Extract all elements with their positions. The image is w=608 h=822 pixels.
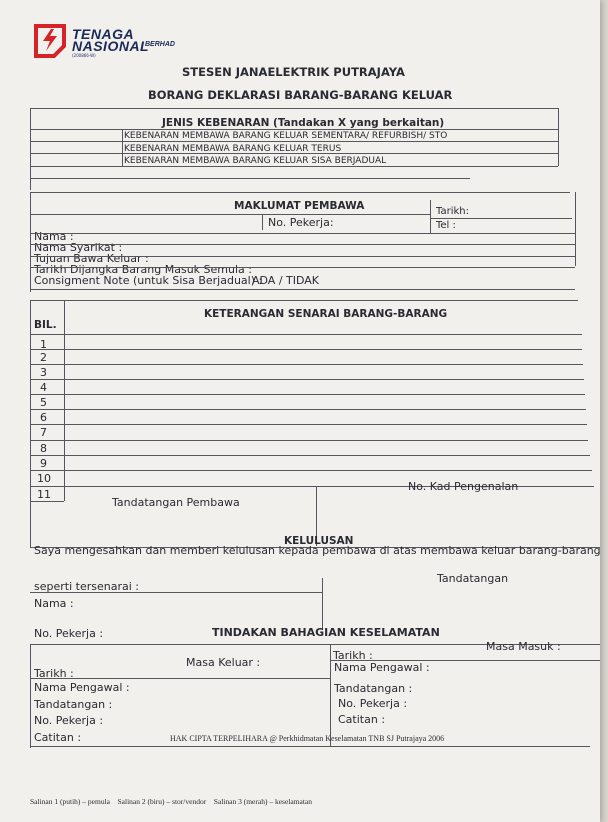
carrier-consignment-label: Consigment Note (untuk Sisa Berjadual) : (34, 274, 263, 287)
approval-staff-no-label: No. Pekerja : (34, 627, 104, 640)
carrier-staff-no-label: No. Pekerja: (268, 216, 334, 229)
security-header: TINDAKAN BAHAGIAN KESELAMATAN (212, 626, 440, 639)
carrier-signature-label: Tandatangan Pembawa (112, 496, 240, 509)
item-row-number: 3 (40, 366, 47, 379)
approval-statement-line1: Saya mengesahkan dan memberi kelulusan kepada pembawa di atas membawa keluar barang-barang (34, 544, 601, 557)
item-row-number: 5 (40, 396, 47, 409)
security-entry-date-label: Tarikh : (333, 649, 373, 662)
form-title: BORANG DEKLARASI BARANG-BARANG KELUAR (148, 88, 453, 102)
tnb-logo-icon (32, 22, 68, 58)
security-entry-time-label: Masa Masuk : (486, 640, 561, 653)
carrier-date-label: Tarikh: (436, 206, 469, 217)
items-number-header: BIL. (34, 319, 57, 331)
security-note-label-left: Catitan : (34, 731, 82, 744)
security-exit-time-label: Masa Keluar : (186, 656, 261, 669)
carrier-company-label: Nama Syarikat : (34, 241, 123, 254)
item-row-number: 1 (40, 338, 47, 351)
item-row-number: 8 (40, 442, 47, 455)
item-row-number: 2 (40, 351, 47, 364)
permission-header: JENIS KEBENARAN (Tandakan X yang berkaitan) (162, 117, 445, 129)
item-row-number: 11 (37, 488, 51, 501)
security-exit-date-label: Tarikh : (34, 667, 74, 680)
carrier-return-date-label: Tarikh Dijangka Barang Masuk Semula : (34, 263, 252, 276)
carrier-name-label: Nama : (34, 230, 74, 243)
company-name-line2: NASIONAL (72, 38, 150, 54)
security-note-label-right: Catitan : (338, 713, 386, 726)
item-row-number: 9 (40, 457, 47, 470)
item-row-number: 6 (40, 411, 47, 424)
company-suffix: BERHAD (145, 41, 175, 48)
copyright-notice: HAK CIPTA TERPELIHARA @ Perkhidmatan Keselamatan TNB SJ Putrajaya 2006 (170, 734, 445, 743)
approval-statement-line2: seperti tersenarai : (34, 580, 139, 593)
item-row-number: 4 (40, 381, 47, 394)
carrier-header: MAKLUMAT PEMBAWA (234, 200, 365, 212)
item-row-number: 10 (37, 472, 51, 485)
permission-option-permanent: KEBENARAN MEMBAWA BARANG KELUAR TERUS (124, 144, 342, 154)
ic-number-label: No. Kad Pengenalan (408, 480, 519, 493)
items-description-header: KETERANGAN SENARAI BARANG-BARANG (204, 308, 448, 320)
permission-option-scheduled-waste: KEBENARAN MEMBAWA BARANG KELUAR SISA BERJADUAL (124, 156, 387, 166)
security-staff-no-label-right: No. Pekerja : (338, 697, 408, 710)
approval-signature-label: Tandatangan (437, 572, 509, 585)
security-guard-name-label-right: Nama Pengawal : (334, 661, 430, 674)
approval-name-label: Nama : (34, 597, 74, 610)
company-reg-no: (200866-W) (72, 53, 96, 58)
security-signature-label-right: Tandatangan : (334, 682, 413, 695)
approval-header: KELULUSAN (284, 535, 354, 547)
station-title: STESEN JANAELEKTRIK PUTRAJAYA (182, 65, 405, 79)
item-row-number: 7 (40, 426, 47, 439)
copies-distribution: Salinan 1 (putih) – pemula Salinan 2 (biru) – stor/vendor Salinan 3 (merah) – keselamatan (30, 797, 313, 806)
permission-option-temporary: KEBENARAN MEMBAWA BARANG KELUAR SEMENTARA/ REFURBISH/ STO (124, 131, 448, 141)
carrier-destination-label: Tujuan Bawa Keluar : (34, 252, 149, 265)
security-signature-label-left: Tandatangan : (34, 698, 113, 711)
security-staff-no-label-left: No. Pekerja : (34, 714, 104, 727)
security-guard-name-label-left: Nama Pengawal : (34, 681, 130, 694)
company-name-line1: TENAGA (72, 26, 135, 42)
carrier-consignment-options: ADA / TIDAK (252, 274, 320, 287)
carrier-tel-label: Tel : (436, 220, 456, 231)
